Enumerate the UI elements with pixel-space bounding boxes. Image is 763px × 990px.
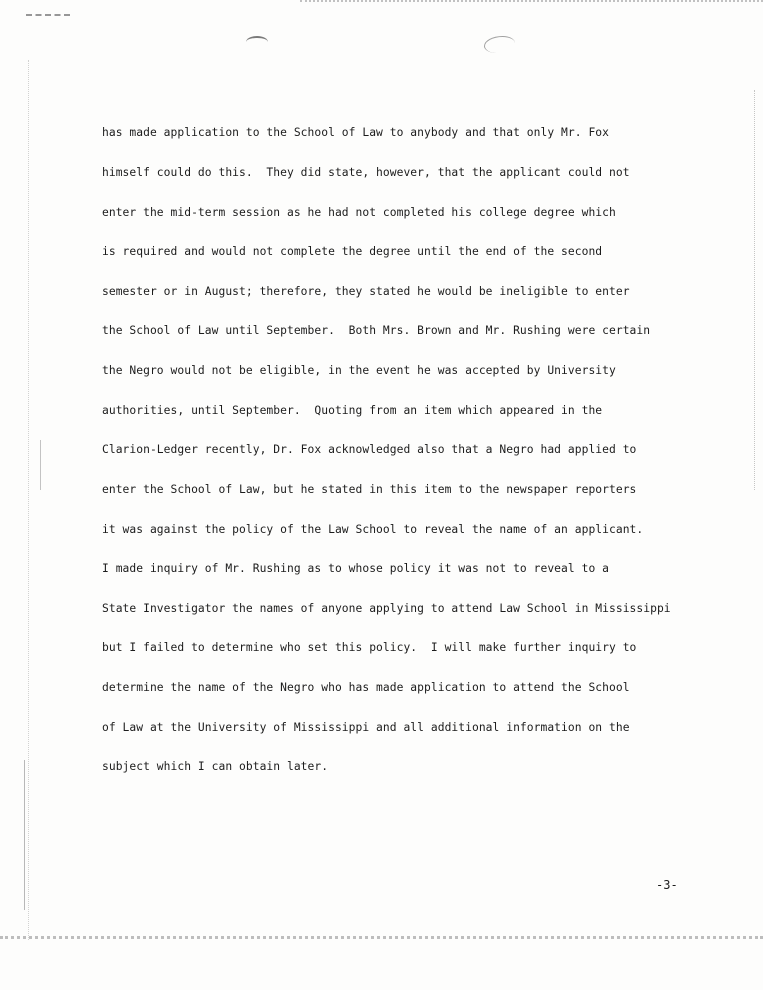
text-line: State Investigator the names of anyone applying to attend Law School in Mississippi: [102, 601, 671, 615]
text-line: himself could do this. They did state, however, that the applicant could not: [102, 166, 630, 180]
text-line: of Law at the University of Mississippi and all additional information on the: [102, 720, 630, 734]
scan-edge-right: [752, 90, 755, 490]
scan-edge-left: [28, 60, 31, 940]
scan-edge-top: [300, 0, 763, 6]
text-line: subject which I can obtain later.: [102, 760, 329, 774]
text-line: I made inquiry of Mr. Rushing as to whose policy it was not to reveal to a: [102, 562, 609, 576]
text-line: Clarion-Ledger recently, Dr. Fox acknowledged also that a Negro had applied to: [102, 443, 637, 457]
scan-corner-mark: [26, 14, 70, 20]
text-line: determine the name of the Negro who has made application to attend the School: [102, 680, 630, 694]
scan-margin-line: [40, 440, 41, 490]
text-line: enter the mid-term session as he had not completed his college degree which: [102, 205, 616, 219]
text-line: enter the School of Law, but he stated in this item to the newspaper reporters: [102, 482, 637, 496]
text-line: is required and would not complete the degree until the end of the second: [102, 245, 603, 259]
text-line: the Negro would not be eligible, in the event he was accepted by University: [102, 364, 616, 378]
handwritten-mark: [246, 36, 268, 48]
text-line: semester or in August; therefore, they stated he would be ineligible to enter: [102, 284, 630, 298]
text-line: the School of Law until September. Both Mrs. Brown and Mr. Rushing were certain: [102, 324, 651, 338]
text-line: authorities, until September. Quoting from an item which appeared in the: [102, 403, 603, 417]
body-text: [102, 100, 702, 800]
page-number: -3-: [656, 878, 678, 892]
handwritten-mark: [484, 36, 515, 53]
scan-margin-line: [24, 760, 25, 910]
scan-edge-bottom: [0, 936, 763, 943]
text-line: has made application to the School of Law to anybody and that only Mr. Fox: [102, 126, 609, 140]
text-line: it was against the policy of the Law School to reveal the name of an applicant.: [102, 522, 644, 536]
text-line: but I failed to determine who set this policy. I will make further inquiry to: [102, 641, 637, 655]
